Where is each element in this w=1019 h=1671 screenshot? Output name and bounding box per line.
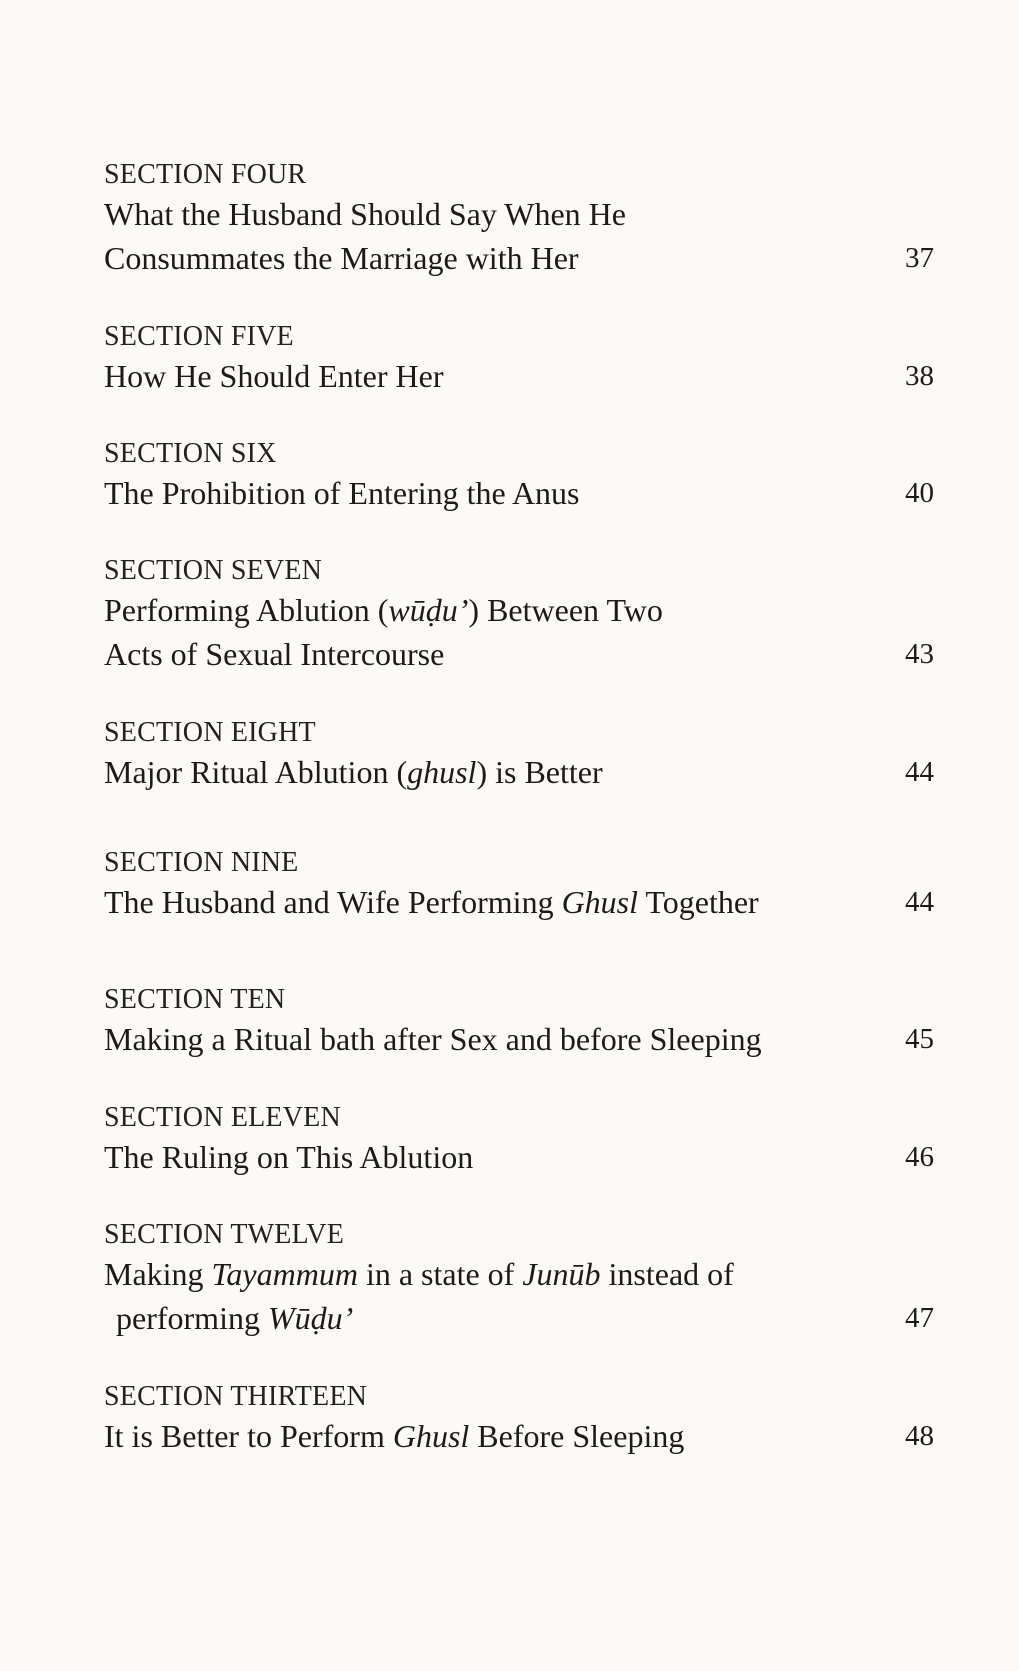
toc-entry-section-five — [104, 320, 934, 398]
section-title — [104, 354, 934, 398]
italic-term: Wūḍu’ — [267, 1300, 354, 1336]
title-line: Making a Ritual bath after Sex and before Sleeping — [104, 1021, 762, 1057]
section-title-row — [104, 192, 934, 280]
title-fragment: ) Between Two — [468, 592, 663, 628]
section-title — [104, 588, 934, 676]
section-title-row — [104, 1017, 934, 1061]
section-title-row — [104, 354, 934, 398]
title-line — [104, 1414, 824, 1458]
section-title-row — [104, 588, 934, 676]
section-title — [104, 750, 934, 794]
section-title-row — [104, 1252, 934, 1340]
section-title — [104, 471, 934, 515]
section-title — [104, 192, 934, 280]
italic-term: Ghusl — [392, 1418, 470, 1454]
title-line: What the Husband Should Say When He — [104, 196, 626, 232]
page-number: 45 — [905, 1023, 934, 1055]
section-heading: SECTION FIVE — [104, 321, 294, 352]
section-title-row — [104, 471, 934, 515]
page-number: 40 — [905, 477, 934, 509]
title-line — [104, 588, 824, 632]
italic-term: wūḍu’ — [388, 592, 469, 628]
toc-entry-section-nine — [104, 846, 934, 924]
title-fragment: Performing Ablution ( — [104, 592, 389, 628]
section-title-row — [104, 880, 934, 924]
italic-term: ghusl — [407, 754, 477, 790]
title-fragment: instead of — [600, 1256, 734, 1292]
section-title — [104, 1414, 934, 1458]
title-line — [104, 1252, 824, 1296]
section-title-row — [104, 1414, 934, 1458]
section-title — [104, 880, 934, 924]
page-number: 44 — [905, 756, 934, 788]
title-fragment: Major Ritual Ablution ( — [104, 754, 408, 790]
page-number: 47 — [905, 1302, 934, 1334]
section-heading: SECTION SEVEN — [104, 555, 323, 586]
page-number: 38 — [905, 360, 934, 392]
page-number: 44 — [905, 886, 934, 918]
title-fragment: Making — [104, 1256, 212, 1292]
italic-term: Ghusl — [561, 884, 639, 920]
title-line — [104, 1296, 824, 1340]
toc-entry-section-seven — [104, 554, 934, 676]
title-fragment: Together — [638, 884, 759, 920]
title-fragment: performing — [116, 1300, 268, 1336]
title-line — [104, 750, 824, 794]
title-fragment: Before Sleeping — [469, 1418, 685, 1454]
title-fragment: It is Better to Perform — [104, 1418, 393, 1454]
section-title — [104, 1135, 934, 1179]
section-heading: SECTION EIGHT — [104, 717, 316, 748]
toc-entry-section-four — [104, 158, 934, 280]
title-line: Consummates the Marriage with Her — [104, 240, 579, 276]
italic-term: Junūb — [522, 1256, 601, 1292]
title-line — [104, 880, 824, 924]
toc-entry-section-twelve — [104, 1218, 934, 1340]
title-fragment: ) is Better — [476, 754, 603, 790]
toc-entry-section-ten — [104, 983, 934, 1061]
section-title-row — [104, 1135, 934, 1179]
toc-entry-section-six — [104, 437, 934, 515]
section-heading: SECTION SIX — [104, 438, 277, 469]
page-number: 43 — [905, 638, 934, 670]
toc-entry-section-thirteen — [104, 1380, 934, 1458]
section-heading: SECTION ELEVEN — [104, 1102, 341, 1133]
title-line: The Ruling on This Ablution — [104, 1139, 474, 1175]
title-line: The Prohibition of Entering the Anus — [104, 475, 580, 511]
section-title-row — [104, 750, 934, 794]
section-heading: SECTION NINE — [104, 847, 299, 878]
title-line: How He Should Enter Her — [104, 358, 444, 394]
page-number: 37 — [905, 242, 934, 274]
toc-entry-section-eight — [104, 716, 934, 794]
page-number: 48 — [905, 1420, 934, 1452]
section-heading: SECTION THIRTEEN — [104, 1381, 368, 1412]
toc-entry-section-eleven — [104, 1101, 934, 1179]
title-line: Acts of Sexual Intercourse — [104, 636, 445, 672]
page-number: 46 — [905, 1141, 934, 1173]
title-fragment: in a state of — [357, 1256, 523, 1292]
section-heading: SECTION FOUR — [104, 159, 307, 190]
italic-term: Tayammum — [211, 1256, 358, 1292]
section-title — [104, 1252, 934, 1340]
title-fragment: The Husband and Wife Performing — [104, 884, 562, 920]
section-title — [104, 1017, 934, 1061]
section-heading: SECTION TWELVE — [104, 1219, 345, 1250]
section-heading: SECTION TEN — [104, 984, 286, 1015]
